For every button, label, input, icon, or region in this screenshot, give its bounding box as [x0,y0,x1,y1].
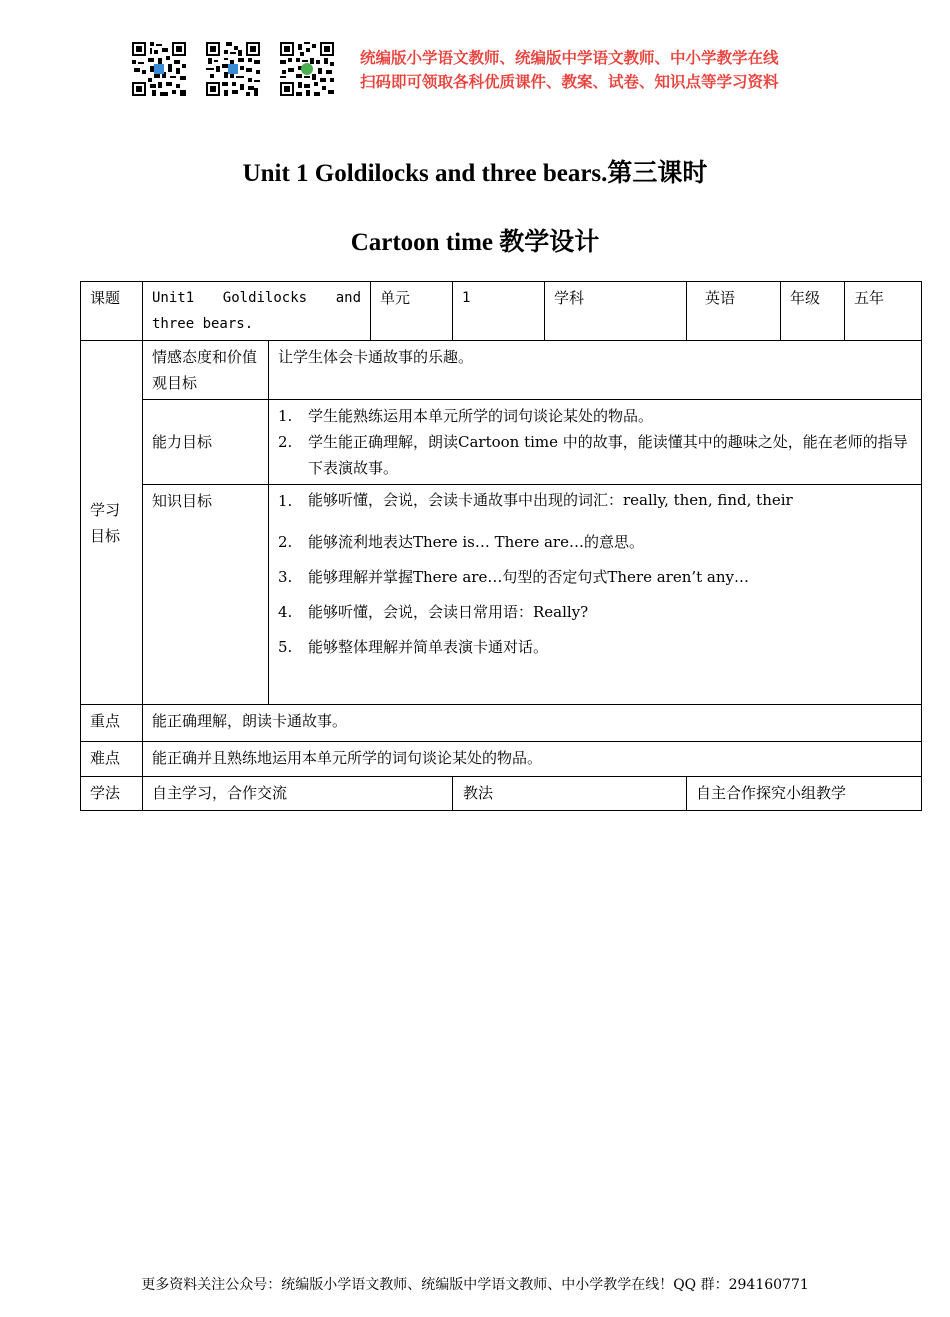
subject-value: 英语 [687,282,781,341]
document-title: Unit 1 Goldilocks and three bears.第三课时 [242,160,708,187]
list-number: 2. [278,533,293,551]
list-text: 学生能熟练运用本单元所学的词句谈论某处的物品。 [308,407,654,425]
knowledge-goal-label: 知识目标 [143,485,269,705]
topic-value: Unit1 Goldilocks and three bears. [143,282,371,341]
difficulty-label: 难点 [81,742,143,777]
knowledge-goal-list [278,488,912,660]
topic-label: 课题 [81,282,143,341]
promo-header [130,40,830,102]
list-item [278,529,912,555]
promo-banner-text [360,46,830,94]
list-text: 能够听懂，会说，会读卡通故事中出现的词汇：really, then, find, their [308,491,793,509]
list-item [278,488,912,520]
qr-code-icon[interactable] [204,40,262,98]
table-row [81,341,922,400]
learning-method-value: 自主学习，合作交流 [143,777,453,811]
document-subtitle: Cartoon time 教学设计 [350,229,600,256]
table-row [81,400,922,485]
list-text: 能够整体理解并简单表演卡通对话。 [308,638,549,656]
table-row [81,485,922,705]
grade-value: 五年 [845,282,922,341]
list-item [278,634,912,660]
list-number: 1. [278,492,293,510]
emotion-goal-label: 情感态度和价值观目标 [143,341,269,400]
emotion-goal-value: 让学生体会卡通故事的乐趣。 [269,341,922,400]
list-item [278,429,912,481]
list-number: 3. [278,568,293,586]
goals-label [81,341,143,705]
list-item [278,403,912,429]
table-row [81,705,922,742]
list-text: 能够听懂，会说，会读日常用语：Really? [308,603,589,621]
difficulty-value: 能正确并且熟练地运用本单元所学的词句谈论某处的物品。 [143,742,922,777]
table-row [81,777,922,811]
banner-line: 扫码即可领取各科优质课件、教案、试卷、知识点等学习资料 [360,73,779,91]
qr-code-icon[interactable] [278,40,336,98]
list-text: 学生能正确理解，朗读Cartoon time 中的故事，能读懂其中的趣味之处，能在老师的指导下表演故事。 [308,433,908,477]
ability-goal-value [269,400,922,485]
qr-code-graphic [130,40,188,98]
table-row [81,742,922,777]
teaching-method-value: 自主合作探究小组教学 [687,777,922,811]
table-row [81,282,922,341]
unit-value: 1 [453,282,545,341]
ability-goal-list [278,403,912,481]
qr-code-icon[interactable] [130,40,188,98]
banner-line: 统编版小学语文教师、统编版中学语文教师、中小学教学在线 [360,49,779,67]
grade-label: 年级 [781,282,845,341]
teaching-method-label: 教法 [453,777,687,811]
qr-code-graphic [204,40,262,98]
unit-label: 单元 [371,282,453,341]
subject-label: 学科 [545,282,687,341]
ability-goal-label: 能力目标 [143,400,269,485]
list-number: 5. [278,638,293,656]
list-text: 能够理解并掌握There are…句型的否定句式There aren’t any… [308,568,750,586]
list-item [278,564,912,590]
lesson-plan-table [80,281,922,811]
learning-method-label: 学法 [81,777,143,811]
list-number: 4. [278,603,293,621]
key-point-value: 能正确理解，朗读卡通故事。 [143,705,922,742]
key-point-label: 重点 [81,705,143,742]
list-number: 2. [278,433,293,451]
footer-text: 更多资料关注公众号：统编版小学语文教师、统编版中学语文教师、中小学教学在线！QQ 群：294160771 [141,1277,809,1293]
list-text: 能够流利地表达There is… There are…的意思。 [308,533,644,551]
list-number: 1. [278,407,293,425]
qr-code-graphic [278,40,336,98]
goals-label-text: 学习目标 [90,500,121,545]
knowledge-goal-value [269,485,922,705]
list-item [278,599,912,625]
